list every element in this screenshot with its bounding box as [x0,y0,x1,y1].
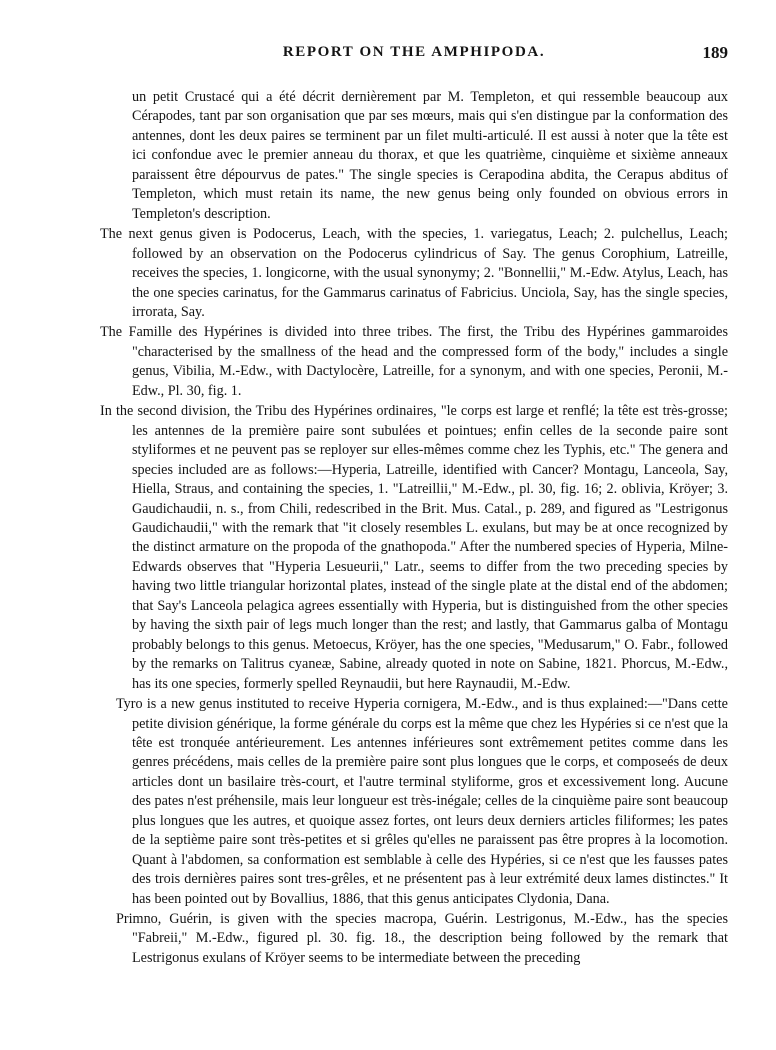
paragraph-tyro: Tyro is a new genus instituted to receive Hyperia cornigera, M.-Edw., and is thus explained:—"Dans cette petite division générique, la forme générale du corps est la même que chez les Hypéries si ce n'est que la tête est tronquée antérieurement. Les antennes inférieures sont extrêmement petites comme dans les genres précédens, mais celles de la première paire sont plus longues que le corps, et composeés de deux articles dont un basilaire très-court, et l'autre terminal styliforme, gros et excessivement long. Aucune des pates n'est préhensile, mais leur longueur est très-inégale; celles de la cinquième paire sont beaucoup plus longues que les autres, et quoique assez fortes, ont leurs deux derniers articles filiformes; les pates de la septième paire sont très-petites et si grêles qu'elles ne paraissent pas être propres à la locomotion. Quant à l'abdomen, sa conformation est semblable à celle des Hypéries, si ce n'est que les fausses pates des trois dernières paires sont tres-grêles, et ne présentent pas à leur extrémité deux lames distinctes." It has been pointed out by Bovallius, 1886, that this genus anticipates Clydonia, Dana. [116,696,728,907]
page-header [100,44,728,66]
paragraph-hyperines-ordinaires: In the second division, the Tribu des Hypérines ordinaires, "le corps est large et renflé; la tête est très-grosse; les antennes de la première paire sont subulées et pointues; enfin celles de la seconde paire sont styliformes et ne peuvent pas se reployer sur elles-mêmes comme chez les Typhis, etc." The genera and species included are as follows:—Hyperia, Latreille, identified with Cancer? Montagu, Lanceola, Say, Hiella, Straus, and containing the species, 1. "Latreillii," M.-Edw., pl. 30, fig. 16; 2. oblivia, Kröyer; 3. Gaudichaudii, n. s., from Chili, redescribed in the Brit. Mus. Catal., p. 289, and figured as "Lestrigonus Gaudichaudii," with the remark that "it closely resembles L. exulans, but may be at once recognized by the distinct armature on the propoda of the gnathopoda." After the numbered species of Hyperia, Milne-Edwards observes that "Hyperia Lesueurii," Latr., seems to differ from the two preceding species by having two little triangular horizontal plates, instead of the single plate at the distal end of the abdomen; that Say's Lanceola pelagica agrees essentially with Hyperia, but is distinguished from the other species by having the sixth pair of legs much longer than the rest; and lastly, that Gammarus galba of Montagu probably belongs to this genus. Metoecus, Kröyer, has the one species, "Medusarum," O. Fabr., followed by the remarks on Talitrus cyaneæ, Sabine, already quoted in note on Sabine, 1821. Phorcus, M.-Edw., has its one species, formerly spelled Reynaudii, but here Raynaudii, M.-Edw. [100,403,728,692]
paragraph-primno: Primno, Guérin, is given with the species macropa, Guérin. Lestrigonus, M.-Edw., has the species "Fabreii," M.-Edw., figured pl. 30. fig. 18., the description being followed by the remark that Lestrigonus exulans of Kröyer seems to be intermediate between the preceding [116,911,728,966]
page-number: 189 [702,43,728,62]
paragraph-hyperines-gammaroides: The Famille des Hypérines is divided into three tribes. The first, the Tribu des Hypérines gammaroides "characterised by the smallness of the head and the compressed form of the body," includes a single genus, Vibilia, M.-Edw., with Dactylocère, Latreille, for a synonym, and with one species, Peronii, M.-Edw., Pl. 30, fig. 1. [100,324,728,399]
running-head: REPORT ON THE AMPHIPODA. [282,44,546,60]
page-body [100,88,728,968]
paragraph-podocerus: The next genus given is Podocerus, Leach, with the species, 1. variegatus, Leach; 2. pulchellus, Leach; followed by an observation on the Podocerus cylindricus of Say. The genus Corophium, Latreille, receives the species, 1. longicorne, with the usual synonymy; 2. "Bonnellii," M.-Edw. Atylus, Leach, has the one species carinatus, for the Gammarus carinatus of Fabricius. Unciola, Say, has the single species, irrorata, Say. [100,226,728,320]
paragraph-cerapodina: un petit Crustacé qui a été décrit dernièrement par M. Templeton, et qui ressemble beaucoup aux Cérapodes, tant par son organisation que par ses mœurs, mais qui s'en distingue par la conformation des antennes, dont les deux paires se terminent par un filet multi-articulé. Il est aussi à noter que la tête est ici confondue avec le premier anneau du thorax, et que les quatrième, cinquième et sixième anneaux paraissent être dépourvus de pates." The single species is Cerapodina abdita, the Cerapus abditus of Templeton, which must retain its name, the new genus being only founded on obvious errors in Templeton's description. [132,89,728,222]
